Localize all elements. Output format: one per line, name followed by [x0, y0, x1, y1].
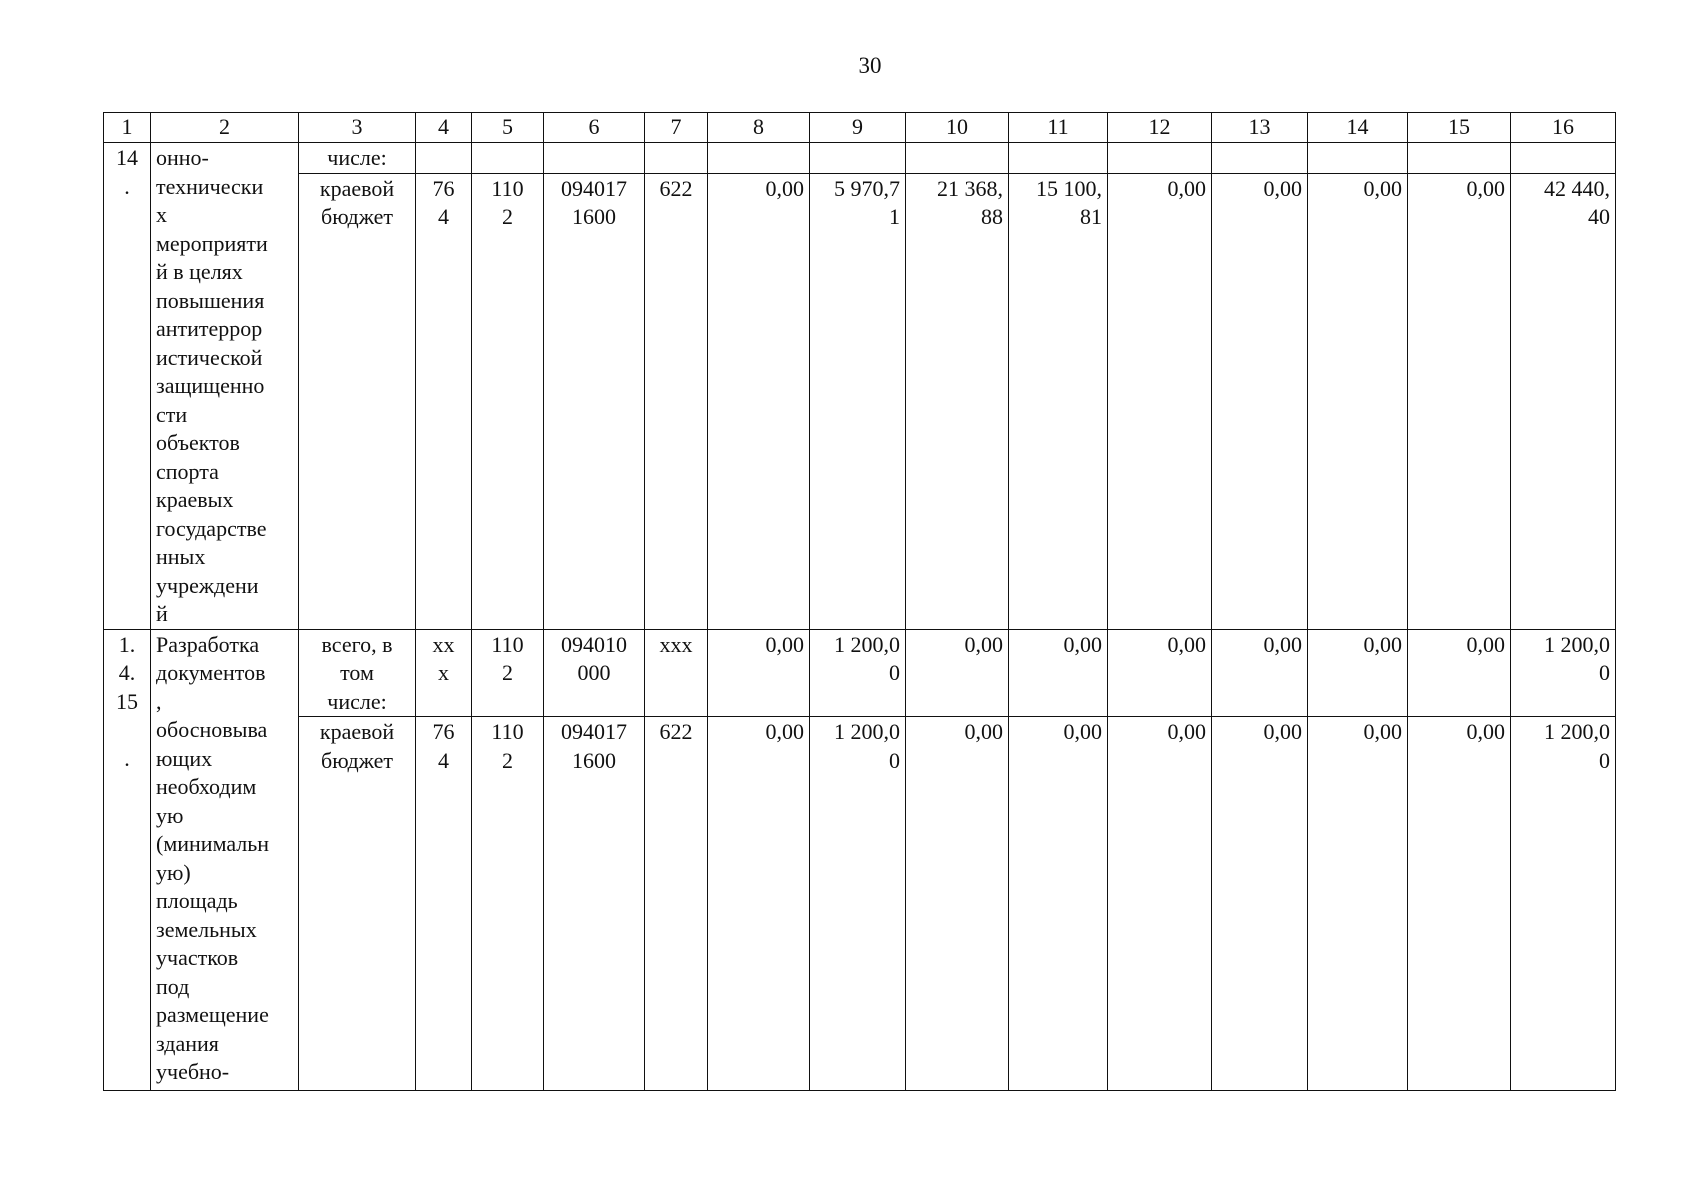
code-cell: 76 4 — [416, 173, 472, 629]
table-row — [104, 143, 1616, 174]
amount-cell — [810, 143, 906, 174]
code-cell — [645, 143, 708, 174]
header-cell: 13 — [1212, 113, 1308, 143]
header-cell: 2 — [151, 113, 299, 143]
amount-cell: 0,00 — [1108, 717, 1212, 1091]
code-cell — [544, 143, 645, 174]
amount-cell — [1308, 143, 1408, 174]
table-header-row — [104, 113, 1616, 143]
funding-source-cell: числе: — [299, 143, 416, 174]
header-cell: 12 — [1108, 113, 1212, 143]
amount-cell — [1511, 143, 1616, 174]
amount-cell: 0,00 — [906, 629, 1009, 717]
amount-cell — [906, 143, 1009, 174]
amount-cell — [1108, 143, 1212, 174]
page-number: 30 — [858, 53, 882, 78]
table-row — [104, 629, 1616, 717]
funding-source-cell: краевой бюджет — [299, 173, 416, 629]
amount-cell: 0,00 — [708, 717, 810, 1091]
code-cell — [472, 143, 544, 174]
row-number-cell: 1. 4. 15 . — [104, 629, 151, 1091]
code-cell: 094017 1600 — [544, 717, 645, 1091]
amount-cell: 0,00 — [708, 173, 810, 629]
amount-cell: 0,00 — [1108, 629, 1212, 717]
header-cell: 5 — [472, 113, 544, 143]
amount-cell: 1 200,0 0 — [810, 717, 906, 1091]
amount-cell: 0,00 — [1308, 629, 1408, 717]
amount-cell: 0,00 — [1009, 629, 1108, 717]
amount-cell: 1 200,0 0 — [810, 629, 906, 717]
activity-name-cell: Разработка документов , обосновыва ющих необходим ую (минимальн ую) площадь земельных участков под размещение здания учебно- — [151, 629, 299, 1091]
header-cell: 4 — [416, 113, 472, 143]
header-cell: 3 — [299, 113, 416, 143]
amount-cell: 0,00 — [906, 717, 1009, 1091]
amount-cell: 15 100, 81 — [1009, 173, 1108, 629]
amount-cell: 21 368, 88 — [906, 173, 1009, 629]
code-cell: хх х — [416, 629, 472, 717]
header-cell: 11 — [1009, 113, 1108, 143]
code-cell: ххх — [645, 629, 708, 717]
amount-cell — [1408, 143, 1511, 174]
code-cell: 094010 000 — [544, 629, 645, 717]
code-cell: 110 2 — [472, 173, 544, 629]
amount-cell: 42 440, 40 — [1511, 173, 1616, 629]
budget-table — [103, 112, 1616, 1091]
code-cell: 622 — [645, 717, 708, 1091]
code-cell: 094017 1600 — [544, 173, 645, 629]
header-cell: 15 — [1408, 113, 1511, 143]
row-number-cell: 14 . — [104, 143, 151, 630]
amount-cell: 0,00 — [1308, 717, 1408, 1091]
header-cell: 6 — [544, 113, 645, 143]
amount-cell: 0,00 — [1009, 717, 1108, 1091]
amount-cell: 1 200,0 0 — [1511, 629, 1616, 717]
amount-cell — [1212, 143, 1308, 174]
code-cell: 76 4 — [416, 717, 472, 1091]
table-row — [104, 717, 1616, 1091]
amount-cell: 0,00 — [1212, 629, 1308, 717]
amount-cell: 0,00 — [1408, 717, 1511, 1091]
amount-cell: 0,00 — [1108, 173, 1212, 629]
activity-name-cell: онно- технически х мероприяти й в целях повышения антитеррор истической защищенно сти объектов спорта краевых государстве нных учреждени й — [151, 143, 299, 630]
header-cell: 10 — [906, 113, 1009, 143]
code-cell — [416, 143, 472, 174]
amount-cell: 0,00 — [1212, 717, 1308, 1091]
table-row — [104, 173, 1616, 629]
amount-cell — [708, 143, 810, 174]
amount-cell: 0,00 — [1408, 173, 1511, 629]
amount-cell: 0,00 — [1212, 173, 1308, 629]
header-cell: 8 — [708, 113, 810, 143]
code-cell: 622 — [645, 173, 708, 629]
header-cell: 14 — [1308, 113, 1408, 143]
funding-source-cell: всего, в том числе: — [299, 629, 416, 717]
code-cell: 110 2 — [472, 629, 544, 717]
amount-cell: 0,00 — [708, 629, 810, 717]
amount-cell: 5 970,7 1 — [810, 173, 906, 629]
funding-source-cell: краевой бюджет — [299, 717, 416, 1091]
amount-cell — [1009, 143, 1108, 174]
header-cell: 1 — [104, 113, 151, 143]
code-cell: 110 2 — [472, 717, 544, 1091]
header-cell: 9 — [810, 113, 906, 143]
amount-cell: 0,00 — [1308, 173, 1408, 629]
amount-cell: 1 200,0 0 — [1511, 717, 1616, 1091]
amount-cell: 0,00 — [1408, 629, 1511, 717]
header-cell: 16 — [1511, 113, 1616, 143]
header-cell: 7 — [645, 113, 708, 143]
